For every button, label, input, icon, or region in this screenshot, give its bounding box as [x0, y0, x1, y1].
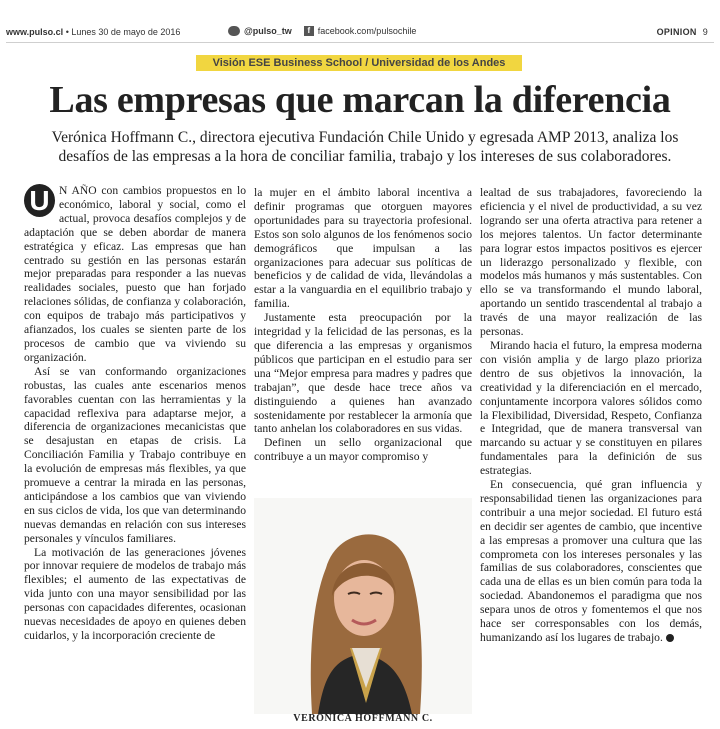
paragraph: la mujer en el ámbito laboral incentiva a definir programas que otorguen mayores oportunidades para su trayectoria profesional. Estos son solo algunos de los fenómenos socio demográficos que impulsan a las organizaciones para adecuar sus políticas de beneficios y de calidad de vida, llevándolas a estar a la vanguardia en el equilibrio trabajo y familia. [254, 186, 472, 311]
end-of-article-icon [666, 634, 674, 642]
paragraph: Definen un sello organizacional que contribuye a un mayor compromiso y [254, 436, 472, 464]
headline: Las empresas que marcan la diferencia [49, 79, 671, 121]
header-dateline: www.pulso.cl • Lunes 30 de mayo de 2016 [6, 27, 181, 37]
section-name: OPINION [656, 27, 697, 37]
section-label [657, 27, 708, 37]
paragraph: Justamente esta preocupación por la integridad y la felicidad de las personas, es la que diferencia a las empresas y organismos públicos que participan en el estudio para ser una “Mejor empresa para madres y padres que trabajan”, que desde hace trece años va distinguiendo a quienes han avanzado sostenidamente por restablecer la armonía que tanto anhelan los colaboradores en sus vidas. [254, 311, 472, 436]
photo-caption: VERÓNICA HOFFMANN C. [293, 713, 433, 724]
paragraph: Mirando hacia el futuro, la empresa moderna con visión amplia y de largo plazo prioriza dentro de sus objetivos la innovación, la creatividad y la diferenciación en el mercado, conjuntamente incorpora valores sólidos como la Flexibilidad, Diversidad, Respeto, Confianza e Integridad, que de manera transversal van marcando su actuar y se constituyen en pilares fundamentales para la definición de sus estrategias. [480, 338, 702, 478]
paragraph: Así se van conformando organizaciones robustas, las cuales ante escenarios menos favorables cuentan con las herramientas y la capacidad reflexiva para adaptarse mejor, a diferencia de organizaciones mecanicistas que se desajustan en etapas de crisis. La Conciliación Familia y Trabajo contribuye en la evolución de empresas más flexibles, ya que promueve a centrar la mirada en las personas, anticipándose a los cambios que van viviendo en sus ciclos de vida, los que van determinando nuevas demandas en relación con sus intereses personales y vínculos familiares. [24, 364, 246, 545]
article-column-1 [24, 184, 246, 643]
kicker-banner: Visión ESE Business School / Universidad de los Andes [196, 55, 522, 71]
paragraph-text: En consecuencia, qué gran influencia y responsabilidad tienen las organizaciones para contribuir a una mejor sociedad. El futuro está en decidir ser agentes de cambio, que incentive a las empresas a promover una cultura que las comprometa con los intereses personales y las familias de sus colaboradores, conscientes que cada una de ellas es un bien común para toda la sociedad. Abandonemos el paradigma que nos separa unos de otros y fomentemos el que nos hace ser corresponsables con los demás, humanizando así los lugares de trabajo. [480, 478, 702, 644]
page-number: 9 [702, 27, 708, 37]
drop-cap: U [24, 184, 55, 217]
author-photo [254, 498, 472, 714]
paragraph [24, 184, 246, 365]
lead-paragraph: Verónica Hoffmann C., directora ejecutiva Fundación Chile Unido y egresada AMP 2013, analiza los desafíos de las empresas a la hora de conciliar familia, trabajo y los intereses de sus colaboradores. [51, 129, 679, 165]
article-column-3 [480, 186, 702, 645]
twitter-icon [228, 26, 240, 36]
issue-date: Lunes 30 de mayo de 2016 [71, 27, 181, 37]
portrait-illustration [254, 498, 472, 714]
paragraph: lealtad de sus trabajadores, favoreciendo la eficiencia y el nivel de productividad, a su vez logrando ser una oferta atractiva para retener a los mejores talentos. Un factor determinante para lograr estos impactos positivos es ejercer un liderazgo personalizado y flexible, con modelos más humanos y más sustentables. Con ello se va transformando el mundo laboral, aportando un sentido trascendental al trabajo a través de una mayor realización de las personas. [480, 186, 702, 339]
paragraph-text: N AÑO con cambios propuestos en lo económico, laboral y social, como el actual, provoca desafíos complejos y de adaptación que se deben abordar de manera estratégica y eficaz. Las empresas que han centrado su gestión en las personas estarán mejor preparadas para responder a las nuevas realidades sociales, puesto que han forjado relaciones sólidas, de confianza y colaboración, con equipos de trabajo más participativos y afianzados, los cuales se sienten parte de los procesos de cambio que va viviendo su organización. [24, 184, 246, 364]
social-links [228, 26, 416, 36]
page-header [6, 21, 714, 43]
twitter-handle[interactable]: @pulso_tw [244, 26, 292, 36]
site-url[interactable]: www.pulso.cl [6, 27, 64, 37]
paragraph [480, 478, 702, 645]
facebook-icon: f [304, 26, 314, 36]
facebook-url[interactable]: facebook.com/pulsochile [317, 26, 417, 36]
paragraph: La motivación de las generaciones jóvenes por innovar requiere de modelos de trabajo más flexibles; el aumento de las expectativas de vida junto con una mayor sensibilidad por las personas con capacidades diferentes, ocasionan nuevas necesidades de apoyo en quienes deben cuidarlos, y la incorporación creciente de [24, 545, 246, 642]
article-column-2 [254, 186, 472, 464]
